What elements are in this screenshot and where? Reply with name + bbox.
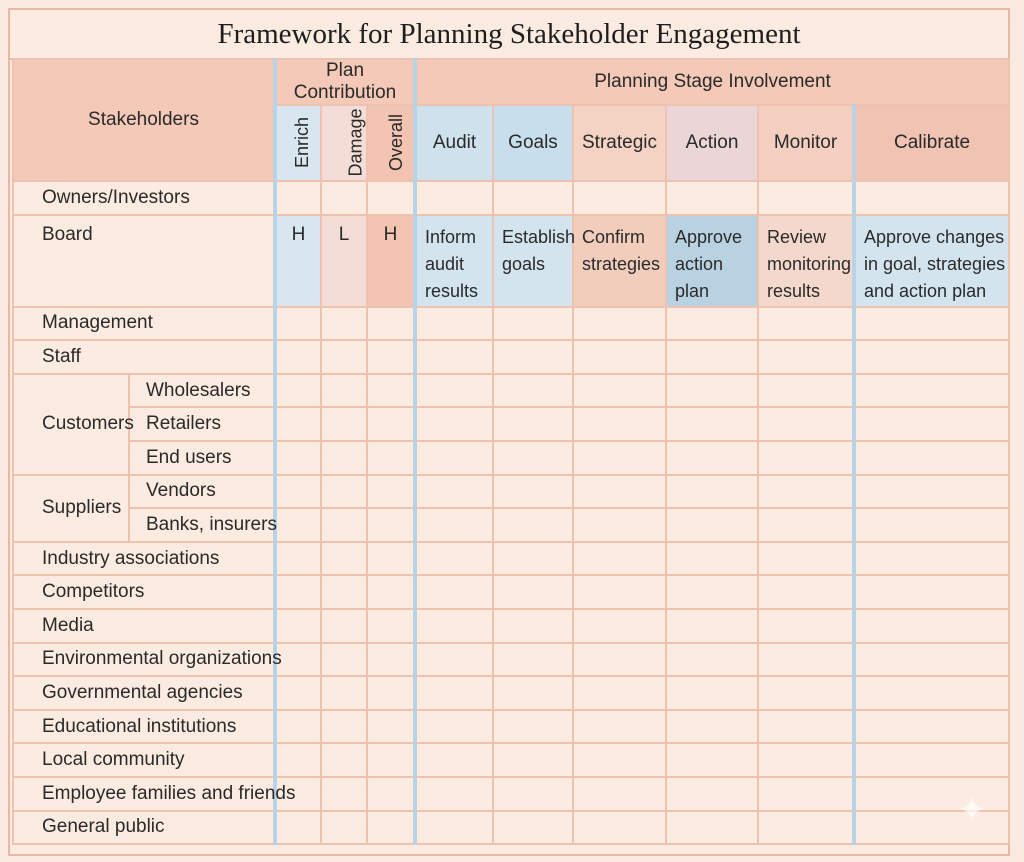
table-row [13,777,1009,811]
table-row [13,575,1009,609]
row-label: Owners/Investors [13,181,275,215]
sub-label: Wholesalers [129,374,275,408]
group-label-suppliers: Suppliers [13,475,129,542]
action-cell: Approve action plan [666,215,758,307]
row-label: Educational institutions [13,710,275,744]
row-label: Management [13,307,275,341]
stakeholders-header: Stakeholders [13,59,275,181]
calibrate-cell: Approve changes in goal, strategies and action plan [854,215,1009,307]
strategic-cell: Confirm strategies [573,215,666,307]
table-row [13,181,1009,215]
enrich-header: Enrich [275,105,321,181]
audit-header: Audit [415,105,493,181]
sub-label: Banks, insurers [129,508,275,542]
row-label: Industry associations [13,542,275,576]
table-row [13,811,1009,845]
planning-stage-header: Planning Stage Involvement [415,59,1009,105]
row-label: Media [13,609,275,643]
sub-label: Retailers [129,407,275,441]
row-label: Board [13,215,275,307]
sparkle-icon: ✦ [956,789,988,830]
page-title: Framework for Planning Stakeholder Engagement [10,10,1008,60]
table-row [13,710,1009,744]
table-row [13,374,1009,408]
row-label: Competitors [13,575,275,609]
table-row [13,407,1009,441]
table-row [13,643,1009,677]
monitor-header: Monitor [758,105,854,181]
table-row [13,475,1009,509]
row-label: Staff [13,340,275,374]
row-label: Environmental organizations [13,643,275,677]
calibrate-header: Calibrate [854,105,1009,181]
table-row-board [13,215,1009,307]
table-row [13,676,1009,710]
sub-label: Vendors [129,475,275,509]
audit-cell: Inform audit results [415,215,493,307]
stakeholder-table [12,58,1010,845]
row-label: Local community [13,743,275,777]
plan-contribution-header: Plan Contribution [275,59,415,105]
monitor-cell: Review monitoring results [758,215,854,307]
action-header: Action [666,105,758,181]
table-row [13,307,1009,341]
damage-value: L [321,215,367,307]
table-row [13,441,1009,475]
table-row [13,508,1009,542]
table-row [13,340,1009,374]
overall-header: Overall [367,105,415,181]
goals-cell: Establish goals [493,215,573,307]
table-row [13,542,1009,576]
strategic-header: Strategic [573,105,666,181]
group-label-customers: Customers [13,374,129,475]
goals-header: Goals [493,105,573,181]
sub-label: End users [129,441,275,475]
table-row [13,743,1009,777]
enrich-value: H [275,215,321,307]
damage-header: Damage [321,105,367,181]
row-label: General public [13,811,275,845]
row-label: Employee families and friends [13,777,275,811]
table-row [13,609,1009,643]
overall-value: H [367,215,415,307]
row-label: Governmental agencies [13,676,275,710]
